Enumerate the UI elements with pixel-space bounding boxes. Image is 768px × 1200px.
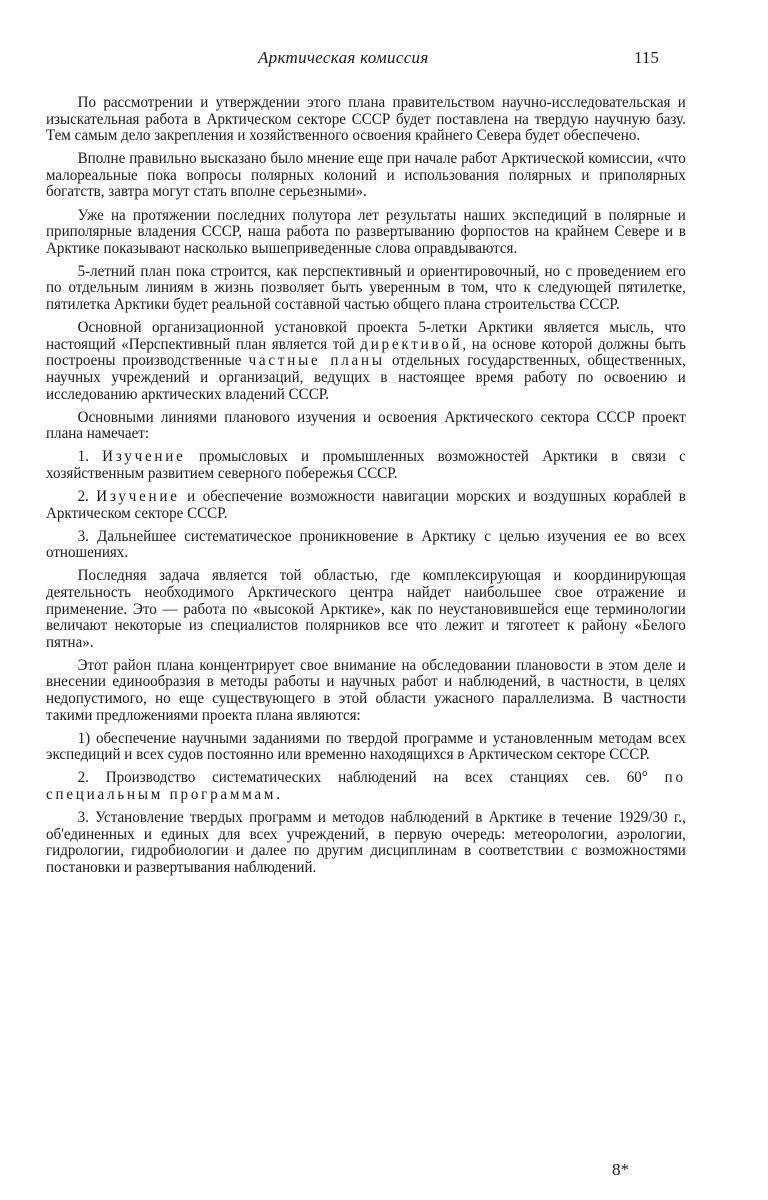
text-run: промысловых и промышленных возможностей Арктики в связи с хозяйственным развитием северного побережья СССР.: [46, 447, 686, 482]
paragraph: По рассмотрении и утверждении этого плана правительством научно-исследовательская и изыскательная работа в Арктическом секторе СССР будет поставлена на твердую научную базу. Тем самым дело закрепления и хозяйственного освоения крайнего Севера будет обеспечено.: [46, 93, 686, 145]
item-number: 1.: [77, 447, 89, 466]
body-text: [46, 94, 686, 882]
running-title: Арктическая комиссия: [258, 48, 429, 67]
running-head: [0, 48, 768, 72]
paragraph: Вполне правильно высказано было мнение еще при начале работ Арктической комиссии, «что малореальные пока вопросы полярных колоний и использования полярных и приполярных богатств, завтра могут стать вполне серьезными».: [46, 149, 686, 201]
list-item: [46, 488, 686, 521]
list-item: 3. Дальнейшее систематическое проникновение в Арктику с целью изучения ее во всех отношениях.: [46, 526, 686, 562]
paragraph: Уже на протяжении последних полутора лет результаты наших экспедиций в полярные и приполярные владения СССР, наша работа по развертыванию форпостов на крайнем Севере и в Арктике показывают насколько вышеприведенные слова оправдываются.: [46, 205, 686, 257]
spaced-emphasis: по специальным программам: [46, 768, 686, 803]
text-run: , на основе которой должны быть построены производственные: [46, 334, 686, 370]
paragraph: 5-летний план пока строится, как перспективный и ориентировочный, но с проведением его по отдельным линиям в жизнь позволяет быть уверенным в том, что к следующей пятилетке, пятилетка Арктики будет реальной составной частью общего плана строительства СССР.: [46, 261, 686, 314]
list-item: 3. Установление твердых программ и методов наблюдений в Арктике в течение 1929/30 г., об'единенных и единых для всех учреждений, в первую очередь: метеорологии, аэрологии, гидрологии, гидробиологии и далее по другим дисциплинам в соответствии с возможностями постановки и развертывания наблюдений.: [46, 808, 686, 876]
list-item: [46, 769, 686, 802]
spaced-emphasis: директивой: [360, 334, 463, 353]
text-run: .: [276, 784, 280, 803]
page-number: 115: [634, 48, 659, 67]
text-run: и обеспечение возможности навигации морских и воздушных кораблей в Арктическом секторе СССР.: [46, 486, 686, 522]
list-item: 1) обеспечение научными заданиями по твердой программе и установленным методам всех экспедиций и всех судов постоянно или временно находящихся в Арктическом секторе СССР.: [46, 728, 686, 764]
signature-mark: 8*: [612, 1160, 629, 1179]
paragraph: Основными линиями планового изучения и освоения Арктического сектора СССР проект плана намечает:: [46, 407, 686, 443]
spaced-emphasis: частные планы: [248, 351, 385, 370]
paragraph: Последняя задача является той областью, где комплексирующая и координирующая деятельность необходимого Арктического центра найдет наибольшее свое отражение и применение. Это — работа по «высокой Арктике», как по неустановившейся еще терминологии величают некоторые из специалистов полярников все что лежит и тяготеет к району «Белого пятна».: [46, 566, 686, 651]
item-number: 2.: [77, 486, 89, 505]
text-run: Основной организационной установкой проекта 5-летки Арктики является мысль, что настоящий «Перспективный план является той: [46, 318, 686, 353]
spaced-emphasis: Изучение: [96, 486, 180, 505]
text-run: 2. Производство систематических наблюдений на всех станциях сев. 60°: [77, 768, 648, 787]
paragraph: Этот район плана концентрирует свое внимание на обследовании плановости в этом деле и внесении единообразия в методы работы и научных работ и наблюдений, в частности, в целях недопустимого, но еще существующего в этой области ужасного параллелизма. В частности такими предложениями проекта плана являются:: [46, 655, 686, 724]
list-item: [46, 448, 686, 481]
spaced-emphasis: Изучение: [102, 447, 186, 466]
text-run: отдельных государственных, общественных, научных учреждений и организаций, ведущих в настоящее время работу по освоению и исследованию арктических владений СССР.: [46, 351, 686, 403]
paragraph: [46, 319, 686, 402]
